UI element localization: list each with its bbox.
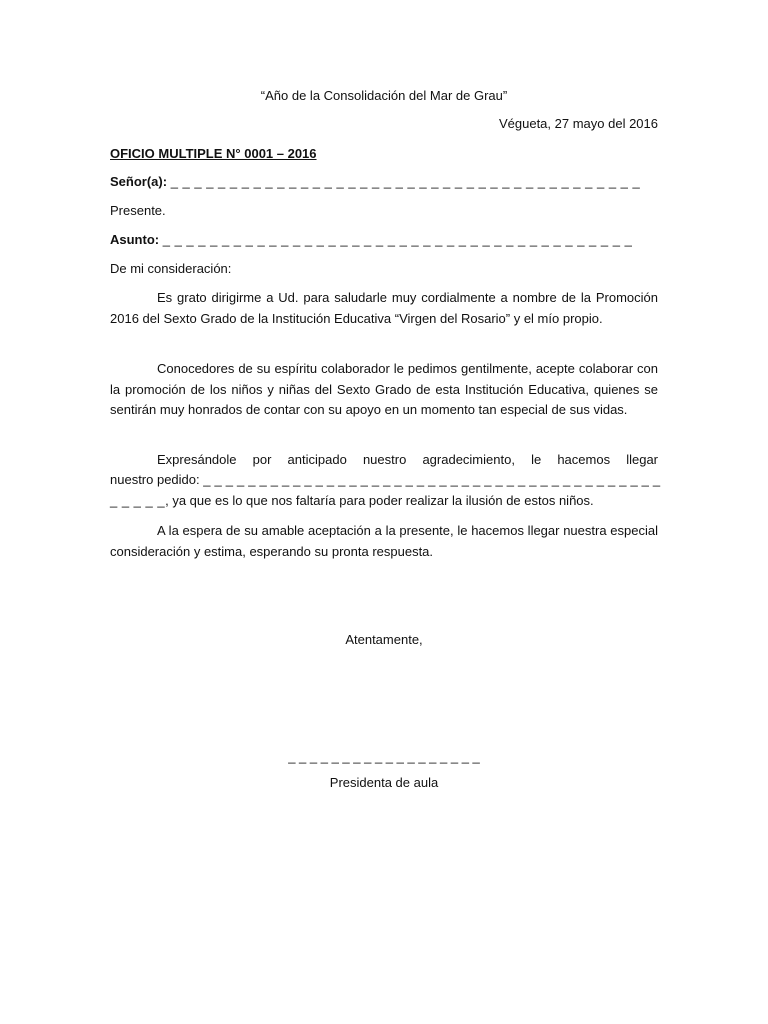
signature-line: _ _ _ _ _ _ _ _ _ _ _ _ _ _ _ _ _ _ — [288, 749, 480, 764]
paragraph-3-line-3 — [110, 491, 658, 512]
paragraph-3-line-2 — [110, 470, 661, 491]
paragraph-1: Es grato dirigirme a Ud. para saludarle muy cordialmente a nombre de la Promoción 2016 del Sexto Grado de la Institución Educativa “Virgen del Rosario” y el mío propio. — [110, 290, 658, 326]
pedido-label: nuestro pedido: — [110, 472, 200, 487]
paragraph-4: A la espera de su amable aceptación a la presente, le hacemos llegar nuestra especial consideración y estima, esperando su pronta respuesta. — [110, 523, 658, 559]
signer-title: Presidenta de aula — [329, 775, 439, 790]
greeting-line: De mi consideración: — [110, 261, 232, 276]
place-date: Végueta, 27 mayo del 2016 — [498, 116, 658, 131]
pedido-continuation: , ya que es lo que nos faltaría para poder realizar la ilusión de estos niños. — [165, 493, 594, 508]
senor-label: Señor(a): — [110, 174, 168, 189]
paragraph-2: Conocedores de su espíritu colaborador le pedimos gentilmente, acepte colaborar con la promoción de los niños y niñas del Sexto Grado de esta Institución Educativa, quienes se sentirán muy honrados de contar con su apoyo en un momento tan especial de sus vidas. — [110, 361, 658, 417]
addressee-line — [110, 172, 658, 193]
paragraph-3-line-1: Expresándole por anticipado nuestro agradecimiento, le hacemos llegar — [157, 452, 658, 467]
presente-line: Presente. — [110, 203, 166, 218]
asunto-blank: _ _ _ _ _ _ _ _ _ _ _ _ _ _ _ _ _ _ _ _ _ _ _ _ _ _ _ _ _ _ _ _ _ _ _ _ _ _ _ _ — [162, 232, 633, 247]
asunto-line — [110, 230, 658, 251]
pedido-blank: _ _ _ _ _ _ _ _ _ _ _ _ _ _ _ _ _ _ _ _ _ _ _ _ _ _ _ _ _ _ _ _ _ _ _ _ _ _ _ _ _ — [203, 472, 661, 487]
closing-atentamente: Atentamente, — [345, 632, 423, 647]
motto-line: “Año de la Consolidación del Mar de Grau” — [260, 88, 508, 103]
letter-page — [110, 0, 661, 1024]
asunto-label: Asunto: — [110, 232, 160, 247]
senor-blank: _ _ _ _ _ _ _ _ _ _ _ _ _ _ _ _ _ _ _ _ _ _ _ _ _ _ _ _ _ _ _ _ _ _ _ _ _ _ _ _ — [170, 174, 641, 189]
oficio-number: OFICIO MULTIPLE N° 0001 – 2016 — [110, 146, 317, 161]
pedido-blank-continued: _ _ _ _ _ — [110, 493, 166, 508]
oficio-reference — [110, 144, 658, 165]
